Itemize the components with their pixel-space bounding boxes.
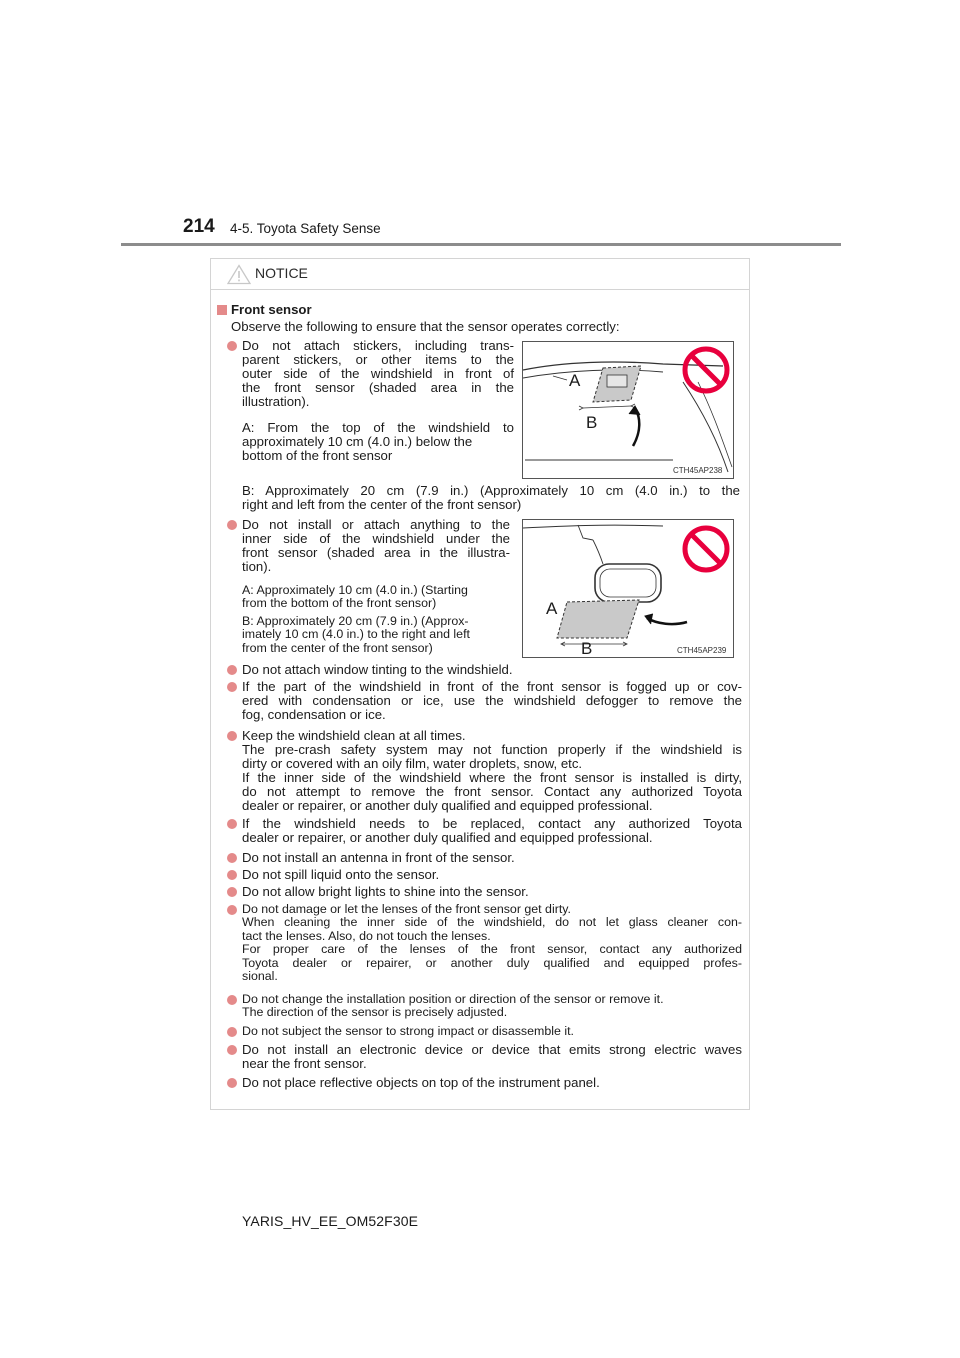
- bullet-dot-icon: [227, 341, 237, 351]
- figure1-code: CTH45AP238: [673, 466, 723, 475]
- bullet-dot-icon: [227, 1027, 237, 1037]
- item3-text: Do not attach window tinting to the windshield.: [242, 662, 513, 677]
- item14-text: Do not place reflective objects on top of the instrument panel.: [242, 1075, 600, 1090]
- bullet-dot-icon: [227, 905, 237, 915]
- item9-text: Do not allow bright lights to shine into the sensor.: [242, 884, 529, 899]
- bullet-dot-icon: [227, 870, 237, 880]
- notice-label: NOTICE: [255, 265, 308, 281]
- item13-text: Do not install an electronic device or device that emits strong electric waves near the front sensor.: [242, 1042, 742, 1071]
- bullet-dot-icon: [227, 731, 237, 741]
- item2-b-text: B: Approximately 20 cm (7.9 in.) (Approx- imately 10 cm (4.0 in.) to the right and left from the center of the front sensor): [242, 614, 470, 655]
- bullet-dot-icon: [227, 682, 237, 692]
- notice-header: [211, 259, 749, 290]
- item2-text: Do not install or attach anything to the inner side of the windshield under the front sensor (shaded area in the illustra- tion).: [242, 517, 510, 574]
- item10-text: Do not damage or let the lenses of the front sensor get dirty. When cleaning the inner side of the windshield, do not let glass cleaner con- tact the lenses. Also, do not touch the lenses. For proper care of the lenses of the front sensor, contact any authorized Toyota dealer or repairer, or another duly qualified and equipped profes- sional.: [242, 902, 742, 984]
- header-rule: [121, 243, 841, 246]
- item5-text: Keep the windshield clean at all times. The pre-crash safety system may not function properly if the windshield is dirty or covered with an oily film, water droplets, snow, etc. If the inner side of the windshield where the front sensor is installed is dirty, do not attempt to remove the front sensor. Contact any authorized Toyota dealer or repairer, or another duly qualified and equipped professional.: [242, 728, 742, 813]
- prohibition-icon: [681, 345, 731, 395]
- bullet-dot-icon: [227, 853, 237, 863]
- page-number: 214: [183, 216, 215, 237]
- item4-text: If the part of the windshield in front of the front sensor is fogged up or cov- ered with condensation or ice, use the windshield defogger to remove the fog, condensation or ice.: [242, 679, 742, 722]
- item8-text: Do not spill liquid onto the sensor.: [242, 867, 440, 882]
- footer-doc-code: YARIS_HV_EE_OM52F30E: [242, 1213, 419, 1229]
- item1-b-text: B: Approximately 20 cm (7.9 in.) (Approximately 10 cm (4.0 in.) to the right and left from the center of the front sensor): [242, 483, 740, 512]
- figure-front-sensor-inside: [522, 519, 734, 658]
- item12-text: Do not subject the sensor to strong impact or disassemble it.: [242, 1024, 574, 1038]
- section-title: 4-5. Toyota Safety Sense: [230, 221, 381, 236]
- warning-triangle-icon: [227, 264, 251, 285]
- section-heading: Front sensor: [231, 302, 312, 317]
- item2-a-text: A: Approximately 10 cm (4.0 in.) (Starting from the bottom of the front sensor): [242, 583, 468, 611]
- prohibition-icon: [681, 524, 731, 574]
- bullet-dot-icon: [227, 819, 237, 829]
- figure1-label-a: A: [569, 371, 581, 390]
- bullet-dot-icon: [227, 887, 237, 897]
- bullet-dot-icon: [227, 995, 237, 1005]
- figure-front-sensor-outside: [522, 341, 734, 479]
- item1-text: Do not attach stickers, including trans- parent stickers, or other items to the outer side of the windshield in front of the front sensor (shaded area in the illustration).: [242, 338, 514, 409]
- bullet-dot-icon: [227, 520, 237, 530]
- figure2-label-b: B: [581, 639, 593, 658]
- item6-text: If the windshield needs to be replaced, contact any authorized Toyota dealer or repairer, or another duly qualified and equipped professional.: [242, 816, 742, 845]
- bullet-dot-icon: [227, 1045, 237, 1055]
- heading-square-icon: [217, 305, 227, 315]
- figure2-code: CTH45AP239: [677, 646, 727, 655]
- item11-text: Do not change the installation position or direction of the sensor or remove it. The direction of the sensor is precisely adjusted.: [242, 992, 664, 1020]
- item7-text: Do not install an antenna in front of the sensor.: [242, 850, 515, 865]
- item1-a-text: A: From the top of the windshield to approximately 10 cm (4.0 in.) below the bottom of the front sensor: [242, 420, 514, 463]
- bullet-dot-icon: [227, 665, 237, 675]
- figure1-label-b: B: [586, 413, 598, 432]
- intro-text: Observe the following to ensure that the sensor operates correctly:: [231, 319, 620, 334]
- figure2-label-a: A: [546, 599, 558, 618]
- bullet-dot-icon: [227, 1078, 237, 1088]
